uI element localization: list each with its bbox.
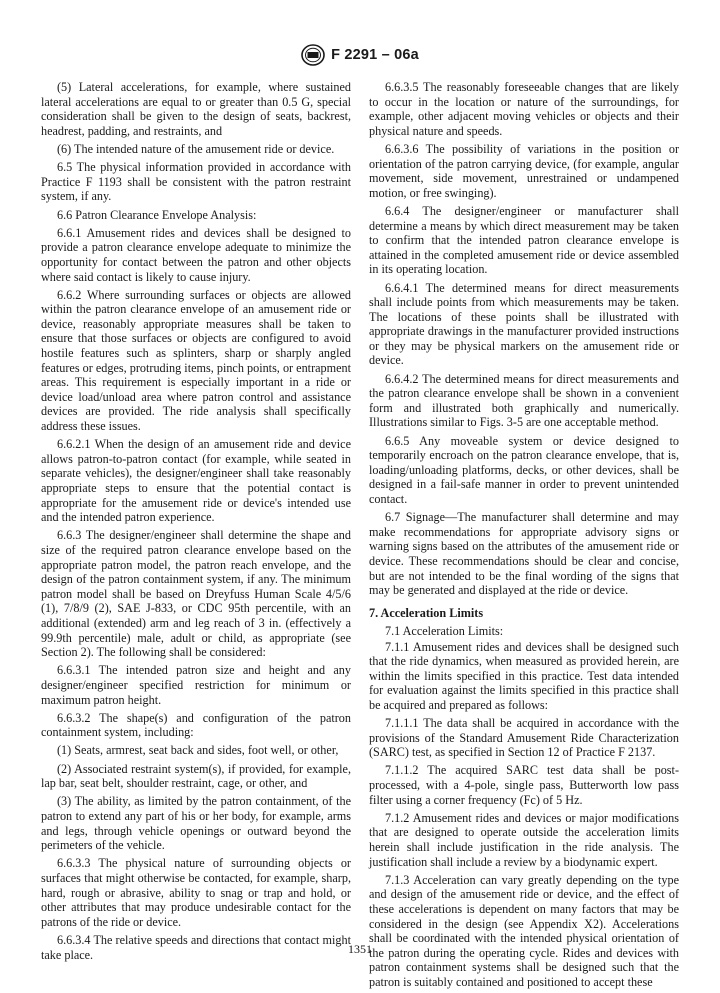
- list-item: (3) The ability, as limited by the patron containment, of the patron to extend any part of his or her body, for example, arms and legs, through vehicle openings or outward beyond the perimeters of the vehicle.: [41, 794, 351, 853]
- paragraph: 6.6.2 Where surrounding surfaces or objects are allowed within the patron clearance envelope of an amusement ride or device, reasonably appropriate measures shall be taken to ensure that those surfaces or objects are configured to avoid hostile features such as splinters, sharp or sharply angled features or edges, protruding items, pinch points, or entrapment areas. This requirement is especially important in a ride or device load/unload area where patron control and assistance devices are provided. The ride analysis shall specifically address these issues.: [41, 287, 351, 434]
- paragraph: 6.7 Signage—The manufacturer shall determine and may make recommendations for appropriate advisory signs or warning signs based on the attributes of the amusement ride or device. These recommendations should be clear and concise, but are not intended to be the final wording of the signs that may be generated and displayed at the ride or device.: [369, 510, 679, 598]
- paragraph: 7.1.1.1 The data shall be acquired in accordance with the provisions of the Standard Amusement Ride Characterization (SARC) test, as specified in Section 12 of Practice F 2137.: [369, 716, 679, 760]
- paragraph: 6.6.3.1 The intended patron size and height and any designer/engineer specified restriction for minimum or maximum patron height.: [41, 663, 351, 707]
- paragraph: 7.1.3 Acceleration can vary greatly depending on the type and design of the amusement ride or device, and the effect of these accelerations is dependent on many factors that may be considered in the design (see Appendix X2). Accelerations shall be coordinated with the intended physical orientation of the patron during the operating cycle. Rides and devices with patron containment systems shall be designed such that the patron is suitably contained and positioned to accept these: [369, 872, 679, 989]
- subsection-heading: 6.6 Patron Clearance Envelope Analysis:: [57, 207, 257, 222]
- paragraph: 7.1.1 Amusement rides and devices shall be designed such that the ride dynamics, when measured as provided herein, are within the limits specified in this practice. Test data intended for evaluation against the limits specified in this practice shall be acquired and prepared as follows:: [369, 639, 679, 712]
- subsection-heading: 7.1 Acceleration Limits:: [385, 623, 504, 638]
- paragraph: 6.5 The physical information provided in accordance with Practice F 1193 shall be consistent with the patron restraint system, if any.: [41, 160, 351, 204]
- left-column: [41, 80, 351, 966]
- paragraph: 7.1.1.2 The acquired SARC test data shall be post-processed, with a 4-pole, single pass, Butterworth low pass filter using a corner frequency (Fc) of 5 Hz.: [369, 763, 679, 807]
- paragraph: 6.6.4 The designer/engineer or manufacturer shall determine a means by which direct measurement may be taken to confirm that the intended patron clearance envelope is attained in the completed amusement ride or device assembled in its operating location.: [369, 203, 679, 277]
- paragraph: 6.6.3.2 The shape(s) and configuration of the patron containment system, including:: [41, 710, 351, 740]
- paragraph: 6.6.4.2 The determined means for direct measurements and the patron clearance envelope shall be shown in a convenient form and illustrated both graphically and numerically. Illustrations similar to Figs. 3-5 are one acceptable method.: [369, 371, 679, 430]
- list-item: (1) Seats, armrest, seat back and sides, foot well, or other,: [57, 743, 339, 758]
- paragraph: 6.6.3.5 The reasonably foreseeable changes that are likely to occur in the location or nature of the surroundings, for example, other adjacent moving vehicles or objects and their physical nature and speeds.: [369, 80, 679, 138]
- standard-designation: F 2291 – 06a: [331, 47, 419, 63]
- page-number: 1351: [348, 942, 372, 956]
- paragraph: 6.6.1 Amusement rides and devices shall be designed to provide a patron clearance envelope adequate to minimize the opportunity for contact between the patron and other objects where said contact is likely to cause injury.: [41, 225, 351, 284]
- right-column: [369, 80, 679, 993]
- section-heading: 7. Acceleration Limits: [369, 605, 484, 620]
- paragraph: (5) Lateral accelerations, for example, where sustained lateral accelerations are equal to or greater than 0.5 G, special consideration shall be given to the design of seats, backrest, headrest, padding, and restraints, and: [41, 80, 351, 138]
- paragraph: 6.6.3.4 The relative speeds and directions that contact might take place.: [41, 932, 351, 962]
- paragraph: 6.6.2.1 When the design of an amusement ride and device allows patron-to-patron contact (for example, while seated in separate vehicles), the designer/engineer shall take reasonably appropriate steps to ensure that the potential contact is appropriate for the amusement ride or device's intended use and the intended patron experience.: [41, 437, 351, 525]
- paragraph: 6.6.3.6 The possibility of variations in the position or orientation of the patron carrying device, (for example, angular movement, side movement, unrestrained or undampened motion, or free swinging).: [369, 141, 679, 200]
- astm-logo-icon: [301, 44, 325, 66]
- paragraph: 6.6.4.1 The determined means for direct measurements shall include points from which measurements may be taken. The locations of these points shall be illustrated with appropriate drawings in the manufacturer provided instructions or they may be physical markers on the amusement ride or device.: [369, 280, 679, 368]
- list-item: (2) Associated restraint system(s), if provided, for example, lap bar, seat belt, shoulder restraint, cage, or other, and: [41, 761, 351, 791]
- paragraph: 6.6.3.3 The physical nature of surrounding objects or surfaces that might otherwise be contacted, for example, sharp, hard, rough or abrasive, ability to snag or trap and hold, or other attributes that may produce undesirable contact for the patrons of the ride or device.: [41, 856, 351, 929]
- paragraph: 6.6.3 The designer/engineer shall determine the shape and size of the required patron clearance envelope based on the appropriate patron model, the patron reach envelope, and the design of the patron containment system, if any. The minimum patron model shall be based on Dreyfuss Human Scale 4/5/6 (1), 7/8/9 (2), SAE J-833, or CDC 95th percentile, with an additional (extended) arm and leg reach of 3 in. (effectively a 99.9th percentile) male, adult or child, as appropriate (see Section 2). The following shall be considered:: [41, 528, 351, 660]
- paragraph: 7.1.2 Amusement rides and devices or major modifications that are designed to operate outside the acceleration limits herein shall include justification in the ride analysis. The justification shall include a review by a biodynamic expert.: [369, 810, 679, 869]
- paragraph: 6.6.5 Any moveable system or device designed to temporarily encroach on the patron clearance envelope, that is, loading/unloading platforms, decks, or other devices, shall be designed in a fail-safe manner in order to prevent unintended contact.: [369, 433, 679, 506]
- paragraph: (6) The intended nature of the amusement ride or device.: [57, 141, 335, 156]
- page-header: [0, 44, 720, 66]
